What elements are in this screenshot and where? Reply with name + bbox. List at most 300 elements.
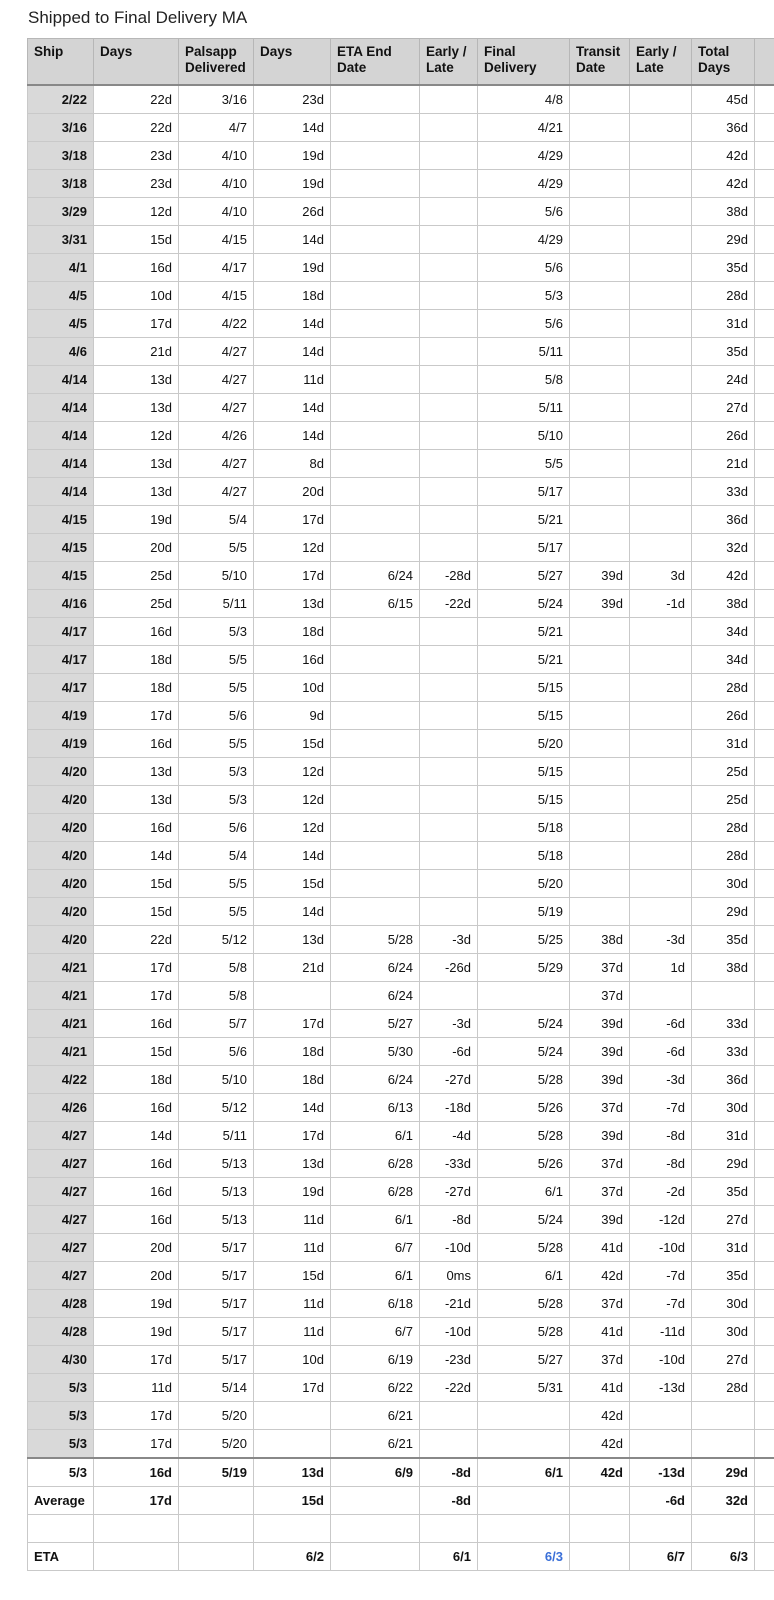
table-cell[interactable]: -11d	[630, 1318, 692, 1346]
table-cell[interactable]: 4/29	[478, 226, 570, 254]
table-cell[interactable]: 30d	[692, 1290, 755, 1318]
table-cell[interactable]: 6/22	[331, 1374, 420, 1402]
extra-cell[interactable]	[755, 1487, 774, 1515]
table-cell[interactable]: 17d	[254, 1374, 331, 1402]
table-cell[interactable]: 42d	[692, 170, 755, 198]
row-label-cell[interactable]: 4/27	[28, 1178, 94, 1206]
table-cell[interactable]: 5/17	[179, 1290, 254, 1318]
table-cell[interactable]: 5/31	[478, 1374, 570, 1402]
extra-cell[interactable]	[755, 926, 774, 954]
table-cell[interactable]: -18d	[420, 1094, 478, 1122]
row-label-cell[interactable]: 4/6	[28, 338, 94, 366]
table-cell[interactable]: 6/19	[331, 1346, 420, 1374]
table-cell[interactable]: 5/19	[179, 1458, 254, 1487]
table-cell[interactable]	[420, 842, 478, 870]
table-cell[interactable]	[570, 534, 630, 562]
table-cell[interactable]: 22d	[94, 114, 179, 142]
table-cell[interactable]: 14d	[254, 842, 331, 870]
table-cell[interactable]: 5/17	[179, 1346, 254, 1374]
table-cell[interactable]	[254, 1402, 331, 1430]
table-cell[interactable]: 11d	[254, 1318, 331, 1346]
table-cell[interactable]: 5/5	[179, 534, 254, 562]
table-cell[interactable]: 5/6	[478, 198, 570, 226]
table-cell[interactable]: 3d	[630, 562, 692, 590]
table-cell[interactable]: 13d	[94, 394, 179, 422]
table-cell[interactable]: 42d	[692, 142, 755, 170]
row-label-cell[interactable]: Average	[28, 1487, 94, 1515]
table-cell[interactable]: 19d	[254, 1178, 331, 1206]
table-cell[interactable]: 15d	[94, 898, 179, 926]
table-cell[interactable]: 5/10	[179, 562, 254, 590]
table-cell[interactable]: 25d	[94, 590, 179, 618]
table-cell[interactable]	[420, 366, 478, 394]
table-cell[interactable]	[331, 394, 420, 422]
extra-cell[interactable]	[755, 898, 774, 926]
row-label-cell[interactable]: 4/5	[28, 310, 94, 338]
table-cell[interactable]	[331, 786, 420, 814]
row-label-cell[interactable]: 4/17	[28, 646, 94, 674]
table-cell[interactable]: 37d	[570, 1178, 630, 1206]
table-cell[interactable]: 13d	[94, 450, 179, 478]
table-cell[interactable]: 42d	[692, 562, 755, 590]
table-cell[interactable]: 16d	[94, 1206, 179, 1234]
table-cell[interactable]: 16d	[94, 1150, 179, 1178]
column-header[interactable]	[478, 39, 570, 86]
table-cell[interactable]: 13d	[254, 926, 331, 954]
table-cell[interactable]: 32d	[692, 534, 755, 562]
table-cell[interactable]: 6/24	[331, 1066, 420, 1094]
row-label-cell[interactable]: 4/1	[28, 254, 94, 282]
table-cell[interactable]: 5/28	[478, 1122, 570, 1150]
table-cell[interactable]: 39d	[570, 1010, 630, 1038]
table-cell[interactable]	[420, 646, 478, 674]
table-cell[interactable]: 39d	[570, 590, 630, 618]
column-header[interactable]	[570, 39, 630, 86]
table-cell[interactable]: 23d	[94, 142, 179, 170]
row-label-cell[interactable]: 4/27	[28, 1150, 94, 1178]
table-cell[interactable]	[630, 758, 692, 786]
table-cell[interactable]: 4/29	[478, 170, 570, 198]
table-cell[interactable]: 14d	[254, 1094, 331, 1122]
table-cell[interactable]: 27d	[692, 394, 755, 422]
table-cell[interactable]: 5/25	[478, 926, 570, 954]
row-label-cell[interactable]: 4/20	[28, 926, 94, 954]
table-cell[interactable]	[478, 1487, 570, 1515]
table-cell[interactable]: 36d	[692, 506, 755, 534]
extra-cell[interactable]	[755, 170, 774, 198]
table-cell[interactable]: 5/30	[331, 1038, 420, 1066]
table-cell[interactable]: 24d	[692, 366, 755, 394]
row-label-cell[interactable]: 4/27	[28, 1234, 94, 1262]
table-cell[interactable]: 37d	[570, 1150, 630, 1178]
table-cell[interactable]: 36d	[692, 114, 755, 142]
table-cell[interactable]: -4d	[420, 1122, 478, 1150]
table-cell[interactable]: 5/28	[478, 1066, 570, 1094]
extra-cell[interactable]	[755, 590, 774, 618]
table-cell[interactable]: 37d	[570, 1290, 630, 1318]
row-label-cell[interactable]: 3/31	[28, 226, 94, 254]
table-cell[interactable]	[630, 282, 692, 310]
table-cell[interactable]: 39d	[570, 562, 630, 590]
table-cell[interactable]	[420, 198, 478, 226]
row-label-cell[interactable]: 4/20	[28, 870, 94, 898]
table-cell[interactable]: -7d	[630, 1262, 692, 1290]
table-cell[interactable]: 13d	[254, 1458, 331, 1487]
table-cell[interactable]	[570, 114, 630, 142]
empty-cell[interactable]	[570, 1515, 630, 1543]
table-cell[interactable]	[570, 85, 630, 114]
table-cell[interactable]	[630, 366, 692, 394]
table-cell[interactable]: -12d	[630, 1206, 692, 1234]
table-cell[interactable]: 38d	[570, 926, 630, 954]
table-cell[interactable]: 5/6	[179, 1038, 254, 1066]
table-cell[interactable]	[420, 898, 478, 926]
table-cell[interactable]: 31d	[692, 310, 755, 338]
table-cell[interactable]	[570, 758, 630, 786]
table-cell[interactable]: 5/21	[478, 506, 570, 534]
table-cell[interactable]	[420, 114, 478, 142]
extra-cell[interactable]	[755, 870, 774, 898]
row-label-cell[interactable]: 4/27	[28, 1206, 94, 1234]
table-cell[interactable]: 19d	[94, 1290, 179, 1318]
extra-cell[interactable]	[755, 1318, 774, 1346]
table-cell[interactable]	[630, 982, 692, 1010]
table-cell[interactable]	[630, 394, 692, 422]
table-cell[interactable]: 16d	[94, 1178, 179, 1206]
extra-cell[interactable]	[755, 226, 774, 254]
table-cell[interactable]	[630, 170, 692, 198]
table-cell[interactable]: 42d	[570, 1430, 630, 1459]
table-cell[interactable]: 9d	[254, 702, 331, 730]
table-cell[interactable]: 5/28	[478, 1318, 570, 1346]
table-cell[interactable]	[630, 198, 692, 226]
table-cell[interactable]: 34d	[692, 646, 755, 674]
table-cell[interactable]: 5/21	[478, 646, 570, 674]
table-cell[interactable]	[478, 1430, 570, 1459]
table-cell[interactable]: 5/4	[179, 506, 254, 534]
extra-cell[interactable]	[755, 674, 774, 702]
table-cell[interactable]: 23d	[94, 170, 179, 198]
table-cell[interactable]	[420, 394, 478, 422]
table-cell[interactable]: 5/13	[179, 1206, 254, 1234]
row-label-cell[interactable]: 4/20	[28, 786, 94, 814]
extra-cell[interactable]	[755, 1430, 774, 1459]
table-cell[interactable]: 4/10	[179, 142, 254, 170]
table-cell[interactable]: 5/20	[478, 870, 570, 898]
row-label-cell[interactable]: 4/14	[28, 450, 94, 478]
table-cell[interactable]: -1d	[630, 590, 692, 618]
table-cell[interactable]: 5/11	[478, 394, 570, 422]
table-cell[interactable]: -3d	[630, 1066, 692, 1094]
table-cell[interactable]: 5/6	[179, 814, 254, 842]
table-cell[interactable]: 5/17	[478, 478, 570, 506]
extra-cell[interactable]	[755, 506, 774, 534]
column-header[interactable]	[94, 39, 179, 86]
table-cell[interactable]	[570, 618, 630, 646]
extra-cell[interactable]	[755, 1206, 774, 1234]
extra-cell[interactable]	[755, 142, 774, 170]
table-cell[interactable]: 5/27	[478, 562, 570, 590]
table-cell[interactable]	[570, 814, 630, 842]
table-cell[interactable]: 18d	[254, 1038, 331, 1066]
table-cell[interactable]: 16d	[94, 1010, 179, 1038]
extra-cell[interactable]	[755, 1038, 774, 1066]
table-cell[interactable]: 11d	[94, 1374, 179, 1402]
table-cell[interactable]	[331, 898, 420, 926]
table-cell[interactable]	[570, 786, 630, 814]
table-cell[interactable]: 4/15	[179, 226, 254, 254]
table-cell[interactable]	[420, 142, 478, 170]
table-cell[interactable]: -22d	[420, 1374, 478, 1402]
table-cell[interactable]: 12d	[254, 758, 331, 786]
extra-cell[interactable]	[755, 1094, 774, 1122]
table-cell[interactable]: 6/1	[478, 1262, 570, 1290]
table-cell[interactable]: 0ms	[420, 1262, 478, 1290]
table-cell[interactable]	[630, 450, 692, 478]
table-cell[interactable]: 14d	[254, 310, 331, 338]
table-cell[interactable]: 5/12	[179, 1094, 254, 1122]
table-cell[interactable]: 10d	[94, 282, 179, 310]
table-cell[interactable]: 12d	[254, 786, 331, 814]
table-cell[interactable]: 5/27	[331, 1010, 420, 1038]
table-cell[interactable]: 39d	[570, 1206, 630, 1234]
table-cell[interactable]: -2d	[630, 1178, 692, 1206]
table-cell[interactable]: -6d	[630, 1487, 692, 1515]
table-cell[interactable]: 6/21	[331, 1402, 420, 1430]
table-cell[interactable]: 14d	[254, 226, 331, 254]
table-cell[interactable]: -3d	[630, 926, 692, 954]
row-label-cell[interactable]: 4/19	[28, 730, 94, 758]
table-cell[interactable]	[331, 142, 420, 170]
table-cell[interactable]	[331, 814, 420, 842]
table-cell[interactable]: 16d	[94, 730, 179, 758]
row-label-cell[interactable]: 4/20	[28, 842, 94, 870]
table-cell[interactable]: 5/6	[478, 254, 570, 282]
table-cell[interactable]: 5/5	[179, 646, 254, 674]
table-cell[interactable]	[331, 170, 420, 198]
table-cell[interactable]: 17d	[94, 954, 179, 982]
table-cell[interactable]: 12d	[254, 814, 331, 842]
table-cell[interactable]	[692, 982, 755, 1010]
table-cell[interactable]: 4/22	[179, 310, 254, 338]
extra-column-header[interactable]	[755, 39, 774, 86]
table-cell[interactable]	[570, 394, 630, 422]
table-cell[interactable]: 15d	[254, 1487, 331, 1515]
table-cell[interactable]: 5/24	[478, 590, 570, 618]
table-cell[interactable]	[570, 506, 630, 534]
extra-cell[interactable]	[755, 842, 774, 870]
table-cell[interactable]: 11d	[254, 366, 331, 394]
table-cell[interactable]: 23d	[254, 85, 331, 114]
table-cell[interactable]: 16d	[94, 814, 179, 842]
table-cell[interactable]	[630, 226, 692, 254]
table-cell[interactable]	[630, 702, 692, 730]
empty-cell[interactable]	[331, 1515, 420, 1543]
row-label-cell[interactable]: 4/14	[28, 366, 94, 394]
table-cell[interactable]: 8d	[254, 450, 331, 478]
table-cell[interactable]: 15d	[94, 226, 179, 254]
column-header[interactable]	[179, 39, 254, 86]
table-cell[interactable]	[420, 450, 478, 478]
table-cell[interactable]	[331, 674, 420, 702]
table-cell[interactable]: 5/4	[179, 842, 254, 870]
table-cell[interactable]: 17d	[254, 506, 331, 534]
table-cell[interactable]: 4/15	[179, 282, 254, 310]
table-cell[interactable]: 41d	[570, 1318, 630, 1346]
table-cell[interactable]: 5/19	[478, 898, 570, 926]
table-cell[interactable]: 31d	[692, 1122, 755, 1150]
table-cell[interactable]: 19d	[254, 170, 331, 198]
table-cell[interactable]: -10d	[630, 1234, 692, 1262]
table-cell[interactable]: 16d	[94, 618, 179, 646]
table-cell[interactable]	[331, 282, 420, 310]
table-cell[interactable]	[630, 674, 692, 702]
table-cell[interactable]: 29d	[692, 1150, 755, 1178]
table-cell[interactable]: 15d	[94, 870, 179, 898]
row-label-cell[interactable]: 4/21	[28, 954, 94, 982]
extra-cell[interactable]	[755, 422, 774, 450]
table-cell[interactable]: 4/26	[179, 422, 254, 450]
table-cell[interactable]: 6/28	[331, 1178, 420, 1206]
table-cell[interactable]: 14d	[254, 422, 331, 450]
row-label-cell[interactable]: 3/16	[28, 114, 94, 142]
table-cell[interactable]	[331, 198, 420, 226]
row-label-cell[interactable]: 4/17	[28, 618, 94, 646]
table-cell[interactable]: 41d	[570, 1374, 630, 1402]
column-header[interactable]	[630, 39, 692, 86]
extra-cell[interactable]	[755, 1346, 774, 1374]
table-cell[interactable]: 35d	[692, 338, 755, 366]
table-cell[interactable]: 14d	[254, 114, 331, 142]
extra-cell[interactable]	[755, 450, 774, 478]
table-cell[interactable]: 21d	[692, 450, 755, 478]
table-cell[interactable]	[179, 1543, 254, 1571]
table-cell[interactable]: 5/12	[179, 926, 254, 954]
table-cell[interactable]: 28d	[692, 842, 755, 870]
table-cell[interactable]: -27d	[420, 1178, 478, 1206]
table-cell[interactable]: 13d	[94, 366, 179, 394]
table-cell[interactable]: 19d	[254, 142, 331, 170]
table-cell[interactable]: -8d	[630, 1150, 692, 1178]
table-cell[interactable]: 31d	[692, 730, 755, 758]
row-label-cell[interactable]: 3/29	[28, 198, 94, 226]
table-cell[interactable]: 27d	[692, 1206, 755, 1234]
table-cell[interactable]	[570, 338, 630, 366]
table-cell[interactable]	[331, 730, 420, 758]
row-label-cell[interactable]: 4/14	[28, 394, 94, 422]
extra-cell[interactable]	[755, 730, 774, 758]
table-cell[interactable]: 5/27	[478, 1346, 570, 1374]
extra-cell[interactable]	[755, 1122, 774, 1150]
table-cell[interactable]: 18d	[94, 646, 179, 674]
table-cell[interactable]: -10d	[420, 1234, 478, 1262]
table-cell[interactable]: -7d	[630, 1094, 692, 1122]
table-cell[interactable]: 17d	[94, 310, 179, 338]
table-cell[interactable]	[331, 870, 420, 898]
extra-cell[interactable]	[755, 646, 774, 674]
extra-cell[interactable]	[755, 254, 774, 282]
row-label-cell[interactable]: 4/28	[28, 1290, 94, 1318]
row-label-cell[interactable]: 3/18	[28, 142, 94, 170]
table-cell[interactable]	[331, 1487, 420, 1515]
extra-cell[interactable]	[755, 702, 774, 730]
extra-cell[interactable]	[755, 618, 774, 646]
table-cell[interactable]	[630, 870, 692, 898]
column-header[interactable]	[692, 39, 755, 86]
table-cell[interactable]	[331, 842, 420, 870]
table-cell[interactable]: 25d	[692, 758, 755, 786]
table-cell[interactable]: 45d	[692, 85, 755, 114]
table-cell[interactable]: 33d	[692, 1010, 755, 1038]
table-cell[interactable]: 5/28	[478, 1290, 570, 1318]
table-cell[interactable]: 6/7	[630, 1543, 692, 1571]
table-cell[interactable]	[331, 534, 420, 562]
table-cell[interactable]: 5/15	[478, 674, 570, 702]
table-cell[interactable]: 10d	[254, 674, 331, 702]
table-cell[interactable]: -33d	[420, 1150, 478, 1178]
table-cell[interactable]: 37d	[570, 954, 630, 982]
table-cell[interactable]: 17d	[254, 1122, 331, 1150]
table-cell[interactable]	[420, 674, 478, 702]
table-cell[interactable]	[420, 982, 478, 1010]
table-cell[interactable]: 37d	[570, 1346, 630, 1374]
table-cell[interactable]: 5/8	[179, 954, 254, 982]
table-cell[interactable]	[630, 730, 692, 758]
column-header[interactable]	[28, 39, 94, 86]
row-label-cell[interactable]: 4/16	[28, 590, 94, 618]
table-cell[interactable]: -6d	[420, 1038, 478, 1066]
table-cell[interactable]: -6d	[630, 1038, 692, 1066]
table-cell[interactable]: 35d	[692, 1178, 755, 1206]
table-cell[interactable]: 5/20	[179, 1430, 254, 1459]
table-cell[interactable]: -28d	[420, 562, 478, 590]
table-cell[interactable]: 26d	[254, 198, 331, 226]
empty-cell[interactable]	[94, 1515, 179, 1543]
table-cell[interactable]: 5/17	[478, 534, 570, 562]
table-cell[interactable]	[692, 1430, 755, 1459]
table-cell[interactable]: 5/17	[179, 1234, 254, 1262]
table-cell[interactable]: 12d	[94, 198, 179, 226]
table-cell[interactable]: 17d	[94, 1430, 179, 1459]
table-cell[interactable]: 13d	[254, 590, 331, 618]
table-cell[interactable]: -26d	[420, 954, 478, 982]
table-cell[interactable]	[570, 422, 630, 450]
table-cell[interactable]: -23d	[420, 1346, 478, 1374]
table-cell[interactable]	[570, 450, 630, 478]
table-cell[interactable]: 31d	[692, 1234, 755, 1262]
table-cell[interactable]: 28d	[692, 674, 755, 702]
table-cell[interactable]: 12d	[254, 534, 331, 562]
table-cell[interactable]: 15d	[254, 870, 331, 898]
table-cell[interactable]	[570, 310, 630, 338]
table-cell[interactable]: 14d	[94, 842, 179, 870]
table-cell[interactable]: 5/3	[179, 758, 254, 786]
table-cell[interactable]: 17d	[254, 1010, 331, 1038]
table-cell[interactable]: 5/5	[179, 730, 254, 758]
table-cell[interactable]: 5/21	[478, 618, 570, 646]
extra-cell[interactable]	[755, 478, 774, 506]
table-cell[interactable]: 29d	[692, 1458, 755, 1487]
table-cell[interactable]: -7d	[630, 1290, 692, 1318]
table-cell[interactable]: 34d	[692, 618, 755, 646]
table-cell[interactable]: 26d	[692, 702, 755, 730]
table-cell[interactable]: 5/15	[478, 758, 570, 786]
table-cell[interactable]: 38d	[692, 198, 755, 226]
table-cell[interactable]: 5/3	[179, 618, 254, 646]
table-cell[interactable]: 4/27	[179, 338, 254, 366]
table-cell[interactable]: 5/15	[478, 702, 570, 730]
table-cell[interactable]	[420, 702, 478, 730]
